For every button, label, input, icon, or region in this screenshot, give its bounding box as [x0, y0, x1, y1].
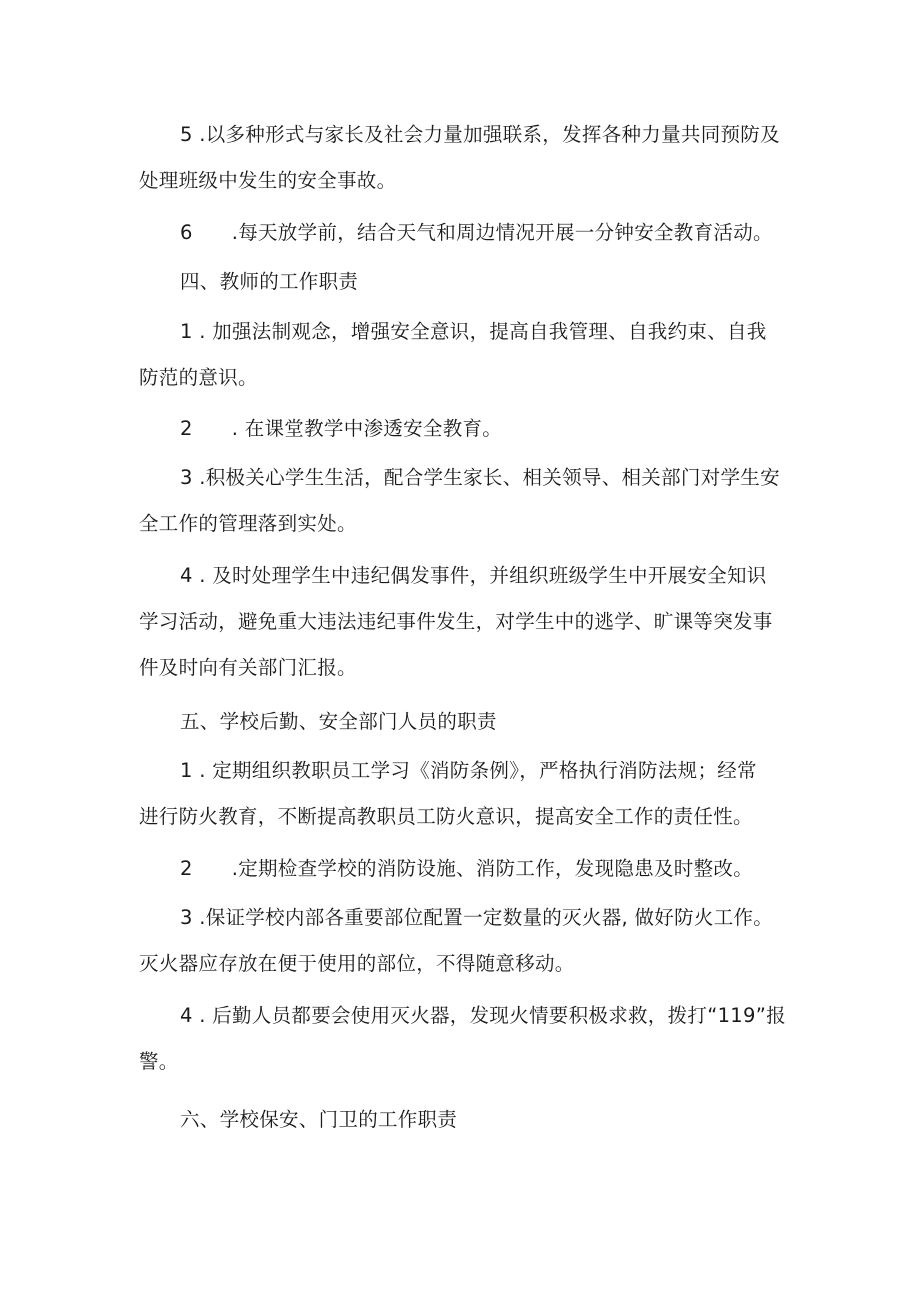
text-line: 1 . 加强法制观念，增强安全意识，提高自我管理、自我约束、自我	[180, 320, 767, 343]
text-line: 4 . 及时处理学生中违纪偶发事件，并组织班级学生中开展安全知识	[180, 564, 767, 587]
text-line: 警。	[139, 1050, 179, 1073]
text-line: 2 .定期检查学校的消防设施、消防工作，发现隐患及时整改。	[180, 857, 753, 880]
logistics-duty-4	[139, 993, 791, 1085]
text-line: 防范的意识。	[139, 366, 258, 389]
teacher-duty-3	[139, 455, 791, 547]
text-line: 2 . 在课堂教学中渗透安全教育。	[180, 417, 503, 440]
teacher-duty-1	[139, 309, 791, 401]
text-line: 六、学校保安、门卫的工作职责	[180, 1108, 458, 1131]
teacher-duty-4	[139, 553, 791, 691]
paragraph-item-6	[139, 210, 791, 256]
logistics-duty-3	[139, 895, 791, 987]
teacher-duty-2	[139, 406, 791, 452]
text-line: 3 .积极关心学生生活，配合学生家长、相关领导、相关部门对学生安	[180, 466, 780, 489]
section-heading-6	[139, 1097, 791, 1143]
section-heading-4	[139, 259, 791, 305]
text-line: 进行防火教育，不断提高教职员工防火意识，提高安全工作的责任性。	[139, 805, 753, 828]
text-line: 处理班级中发生的安全事故。	[139, 169, 397, 192]
text-line: 6 .每天放学前，结合天气和周边情况开展一分钟安全教育活动。	[180, 221, 773, 244]
text-line: 五、学校后勤、安全部门人员的职责	[180, 710, 497, 733]
text-line: 件及时向有关部门汇报。	[139, 656, 357, 679]
text-line: 灭火器应存放在便于使用的部位，不得随意移动。	[139, 952, 575, 975]
paragraph-item-5	[139, 112, 791, 204]
text-line: 1 . 定期组织教职员工学习《消防条例》，严格执行消防法规；经常	[180, 759, 757, 782]
logistics-duty-1	[139, 748, 791, 840]
text-line: 5 .以多种形式与家长及社会力量加强联系，发挥各种力量共同预防及	[180, 123, 780, 146]
section-heading-5	[139, 699, 791, 745]
text-line: 全工作的管理落到实处。	[139, 512, 357, 535]
text-line: 四、教师的工作职责	[180, 270, 359, 293]
text-line: 学习活动，避免重大违法违纪事件发生，对学生中的逃学、旷课等突发事	[139, 610, 773, 633]
logistics-duty-2	[139, 846, 791, 892]
text-line: 4 . 后勤人员都要会使用灭火器，发现火情要积极求救，拨打“119”报	[180, 1004, 786, 1027]
text-line: 3 .保证学校内部各重要部位配置一定数量的灭火器, 做好防火工作。	[180, 906, 774, 929]
